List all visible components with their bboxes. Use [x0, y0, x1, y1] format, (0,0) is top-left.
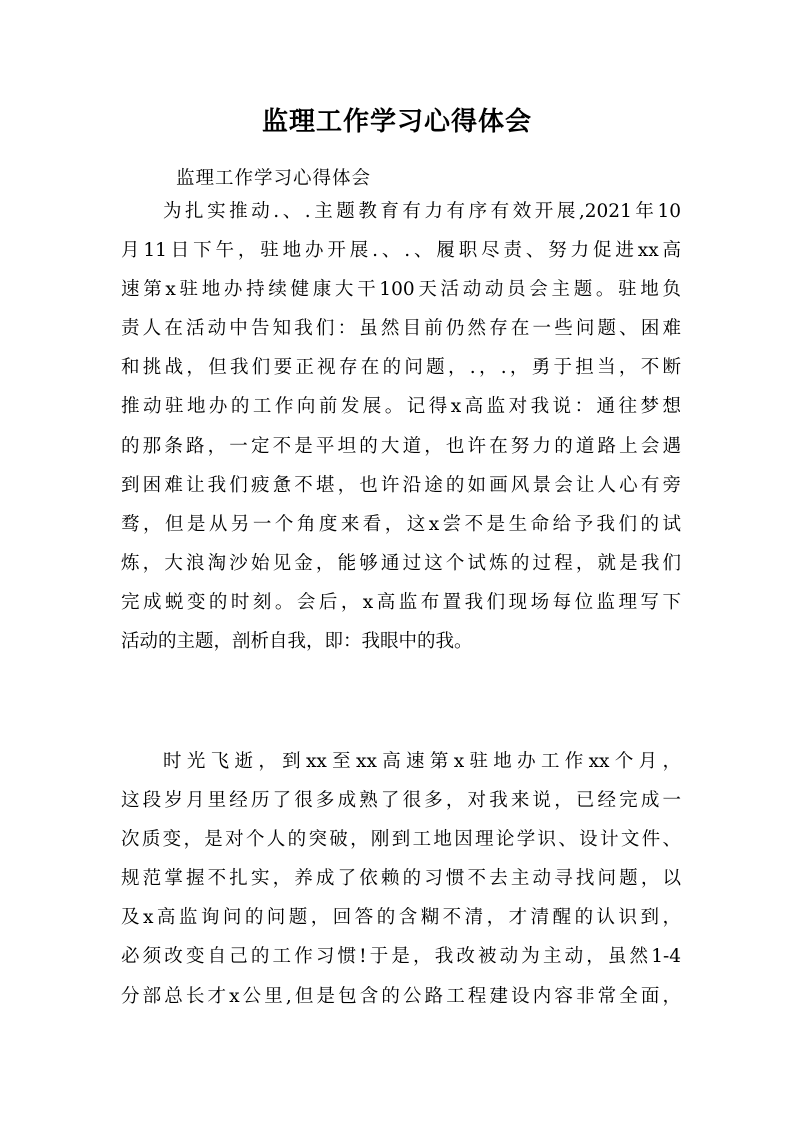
paragraph-line: 次质变，是对个人的突破，刚到工地因理论学识、设计文件、	[121, 829, 681, 851]
paragraph-line: 到困难让我们疲惫不堪，也许沿途的如画风景会让人心有旁	[121, 474, 681, 496]
paragraph-line: 及x高监询问的问题，回答的含糊不清，才清醒的认识到，	[121, 907, 681, 929]
paragraph-line: 完成蜕变的时刻。会后，x高监布置我们现场每位监理写下	[121, 591, 681, 613]
document-title: 监理工作学习心得体会	[261, 107, 532, 137]
paragraph-line: 规范掌握不扎实，养成了依赖的习惯不去主动寻找问题，以	[121, 868, 681, 890]
paragraph-line: 时光飞逝，到xx至xx高速第x驻地办工作xx个月，	[163, 751, 681, 772]
paragraph-line: 的那条路，一定不是平坦的大道，也许在努力的道路上会遇	[121, 435, 681, 457]
paragraph-line: 炼，大浪淘沙始见金，能够通过这个试炼的过程，就是我们	[121, 552, 681, 574]
paragraph-line: 骛，但是从另一个角度来看，这x尝不是生命给予我们的试	[121, 513, 681, 535]
paragraph-line: 为扎实推动.、.主题教育有力有序有效开展,2021年10	[163, 201, 681, 222]
paragraph-line: 月11日下午，驻地办开展.、.、履职尽责、努力促进xx高	[121, 240, 681, 262]
paragraph-line: 必须改变自己的工作习惯!于是，我改被动为主动，虽然1-4	[121, 946, 681, 968]
paragraph-2	[121, 742, 681, 1016]
paragraph-1	[121, 192, 681, 661]
paragraph-line: 速第x驻地办持续健康大干100天活动动员会主题。驻地负	[121, 279, 681, 301]
paragraph-line: 和挑战，但我们要正视存在的问题，.，.，勇于担当，不断	[121, 357, 681, 379]
paragraph-line: 这段岁月里经历了很多成熟了很多，对我来说，已经完成一	[121, 790, 681, 812]
paragraph-line: 活动的主题，剖析自我，即：我眼中的我。	[121, 631, 473, 653]
paragraph-line: 推动驻地办的工作向前发展。记得x高监对我说：通往梦想	[121, 396, 681, 418]
paragraph-line: 分部总长才x公里,但是包含的公路工程建设内容非常全面，	[121, 985, 681, 1007]
paragraph-line: 责人在活动中告知我们：虽然目前仍然存在一些问题、困难	[121, 318, 681, 340]
document-subtitle: 监理工作学习心得体会	[176, 168, 372, 189]
